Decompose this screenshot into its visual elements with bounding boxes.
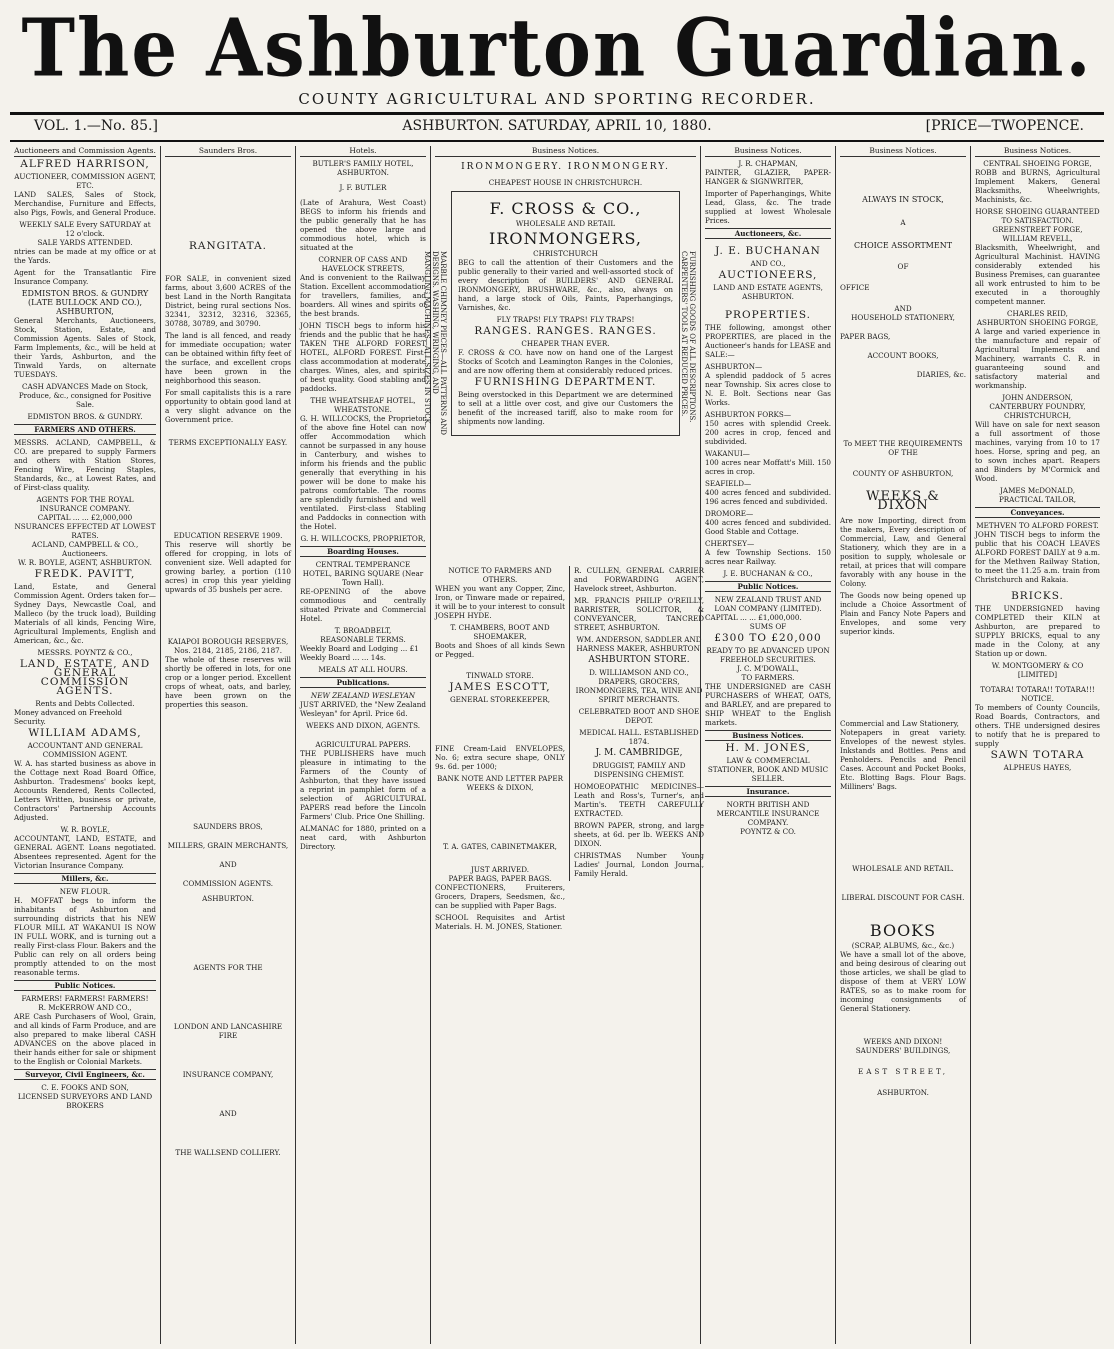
- section-heading: Public Notices.: [705, 581, 831, 592]
- section-heading: Boarding Houses.: [300, 546, 426, 557]
- ad-heading: SAUNDERS BROS,: [193, 822, 263, 831]
- ad-text: CASH ADVANCES Made on Stock, Produce, &c., consigned for Positive Sale.: [18, 382, 152, 409]
- ad-heading: SAWN TOTARA: [990, 749, 1085, 761]
- ad-text: LONDON AND LANCASHIRE FIRE: [173, 1022, 283, 1040]
- ad-text: NOTICE.: [1021, 694, 1054, 703]
- ad-heading: RANGES. RANGES. RANGES.: [474, 325, 657, 337]
- ad-text: REASONABLE TERMS.: [320, 635, 406, 644]
- ad-text: FINE Cream-Laid ENVELOPES, No. 6; extra secure shape, ONLY 9s. 6d. per 1000;: [435, 744, 565, 771]
- cross-advert: F. CROSS & CO., WHOLESALE AND RETAIL IRONMONGERS, CHRISTCHURCH BEG to call the attention of their Customers and the public generally to their varied and well-assorted stock of every description of BUILDERS' AND GENERAL IRONMONGERY, BRUSHWARE, &c., also, always on hand, a large stock of Oils, Paints, Paperhangings, Varnishes, &c. FLY TRAPS! FLY TRAPS! FLY TRAPS! RANGES. RANGES. RANGES. CHEAPER THAN EVER. F. CROSS & CO. have now on hand one of the Largest Stocks of Scotch and Leamington Ranges in the Colonies, and are now offering them at considerably reduced prices. FURNISHING DEPARTMENT. Being overstocked in this Department we are determined to sell at a little over cost, and give our Customers the benefit of the increased tariff, also to make room for shipments now landing.: [451, 191, 680, 436]
- section-heading: Surveyor, Civil Engineers, &c.: [14, 1069, 156, 1080]
- ad-heading: PAPER BAGS, PAPER BAGS.: [448, 874, 552, 883]
- ad-text: Money advanced on Freehold Security.: [14, 708, 122, 726]
- ad-text: Agent for the Transatlantic Fire Insurance Company.: [14, 268, 156, 286]
- ad-text: ROBB and BURNS, Agricultural Implement Makers, General Blacksmiths, Wheelwrights, Machinists, &c.: [975, 168, 1100, 204]
- ad-heading: HORSE SHOEING GUARANTEED TO SATISFACTION.: [975, 207, 1100, 225]
- column-header: Hotels.: [300, 146, 426, 157]
- column-5: Business Notices. J. R. CHAPMAN, PAINTER, GLAZIER, PAPER-HANGER & SIGNWRITER, Importer of Paperhangings, White Lead, Glass, &c. The trade supplied at lowest Wholesale Prices. Auctioneers, &c. J. E. BUCHANAN AND CO., AUCTIONEERS, LAND AND ESTATE AGENTS, ASHBURTON. PROPERTIES. THE following, amongst other PROPERTIES, are placed in the Auctioneer's hands for LEASE and SALE:— ASHBURTON— A splendid paddock of 5 acres near Township. Six acres close to N. E. Bolt. Sections near Gas Works. ASHBURTON FORKS— 150 acres with splendid Creek. 200 acres in crop, fenced and subdivided. WAKANUI— 100 acres near Moffatt's Mill. 150 acres in crop. SEAFIELD— 400 acres fenced and subdivided. 196 acres fenced and subdivided. DROMORE— 400 acres fenced and subdivided. Good Stable and Cottage. CHERTSEY— A few Township Sections. 150 acres near Railway. J. E. BUCHANAN & CO., Public Notices. NEW ZEALAND TRUST AND LOAN COMPANY (LIMITED). CAPITAL ... ... £1,000,000. SUMS OF £300 TO £20,000 READY TO BE ADVANCED UPON FREEHOLD SECURITIES. J. C. M'DOWALL, TO FARMERS. THE UNDERSIGNED are CASH PURCHASERS of WHEAT, OATS, and BARLEY, and are prepared to SHIP WHEAT to the English markets. Business Notices. H. M. JONES, LAW & COMMERCIAL STATIONER, BOOK AND MUSIC SELLER. Insurance. NORTH BRITISH AND MERCANTILE INSURANCE COMPANY. POYNTZ & CO.: [700, 146, 835, 1344]
- ad-text: LAND AND ESTATE AGENTS,: [713, 283, 823, 292]
- ad-signature: WEEKS AND DIXON, AGENTS.: [305, 721, 421, 730]
- column-header: Saunders Bros.: [165, 146, 291, 157]
- ad-heading: NORTH BRITISH AND MERCANTILE INSURANCE COMPANY.: [716, 800, 820, 827]
- ad-heading: T. A. GATES, CABINETMAKER,: [443, 842, 557, 851]
- section-heading: FARMERS AND OTHERS.: [14, 424, 156, 435]
- ad-text: ACCOUNT BOOKS,: [867, 351, 939, 360]
- ad-text: DIARIES, &c.: [916, 370, 966, 379]
- issue-price: [PRICE—TWOPENCE.: [925, 118, 1084, 134]
- ad-text: PAINTER, GLAZIER, PAPER-HANGER & SIGNWRITER,: [705, 168, 831, 186]
- ad-text: CHEAPER THAN EVER.: [521, 339, 610, 348]
- ad-text: (SCRAP, ALBUMS, &c., &c.): [851, 941, 955, 950]
- ad-heading: BRICKS.: [1011, 590, 1064, 602]
- ad-heading: GREENSTREET FORGE,: [992, 225, 1083, 234]
- ad-heading: AGRICULTURAL PAPERS.: [315, 740, 411, 749]
- ad-text: SCHOOL Requisites and Artist Materials. H. M. JONES, Stationer.: [435, 913, 565, 931]
- ad-heading: NEW ZEALAND WESLEYAN: [310, 691, 416, 700]
- ad-heading: J. E. BUCHANAN: [715, 245, 821, 257]
- ad-heading: FARMERS! FARMERS! FARMERS!: [21, 994, 149, 1003]
- ad-heading: H. M. JONES,: [725, 742, 811, 754]
- ad-text: WEEKLY SALE Every SATURDAY at 12 o'clock.: [19, 220, 151, 238]
- ad-text: SALE YARDS ATTENDED.: [37, 238, 133, 247]
- ad-text: COMMISSION AGENTS.: [182, 879, 274, 888]
- ad-text: MILLERS, GRAIN MERCHANTS,: [167, 841, 289, 850]
- ad-heading: FREDK. PAVITT,: [34, 568, 136, 580]
- section-heading: Auctioneers, &c.: [705, 228, 831, 239]
- ad-signature: G. H. WILLCOCKS, PROPRIETOR,: [300, 534, 426, 543]
- ad-heading: TOTARA! TOTARA!! TOTARA!!!: [980, 685, 1095, 694]
- column-2: Saunders Bros. RANGITATA. FOR SALE, in convenient sized farms, about 3,600 ACRES of the best Land in the North Rangitata District, being rural sections Nos. 32341, 32312, 32316, 32365, 30788, 30789, and 30790. The land is all fenced, and ready for immediate occupation; water can be obtained within fifty feet of the surface, and excellent crops have been grown in the neighborhood this season. For small capitalists this is a rare opportunity to obtain good land at a very slight advance on the Government price. TERMS EXCEPTIONALLY EASY. EDUCATION RESERVE 1909. This reserve will shortly be offered for cropping, in lots of convenient size. Well adapted for growing barley, a portion (110 acres) in crop this year yielding upwards of 35 bushels per acre. KAIAPOI BOROUGH RESERVES, Nos. 2184, 2185, 2186, 2187. The whole of these reserves will shortly be offered in lots, for one crop or a longer period. Excellent crops of wheat, oats, and barley, have been grown on the properties this season. SAUNDERS BROS, MILLERS, GRAIN MERCHANTS, AND COMMISSION AGENTS. ASHBURTON. AGENTS FOR THE LONDON AND LANCASHIRE FIRE INSURANCE COMPANY, AND THE WALLSEND COLLIERY.: [160, 146, 295, 1344]
- column-header: Business Notices.: [840, 146, 966, 157]
- ad-text: BANK NOTE AND LETTER PAPER: [437, 774, 563, 783]
- ad-text: ASHBURTON FORKS—: [705, 410, 792, 419]
- ad-signature: ALPHEUS HAYES,: [1003, 763, 1072, 772]
- ad-text: MESSRS. ACLAND, CAMPBELL, & CO. are prepared to supply Farmers and others with Station Stores, Fencing Wire, Fencing Staples, Standards, &c., at Lowest Rates, and of First-class quality.: [14, 438, 156, 492]
- column-header: Business Notices.: [435, 146, 696, 157]
- ad-text: AGENTS FOR THE: [193, 963, 263, 972]
- ad-heading: AGENTS FOR THE ROYAL INSURANCE COMPANY.: [36, 495, 134, 513]
- masthead-title: The Ashburton Guardian.: [21, 0, 1093, 95]
- ad-signature: W. R. BOYLE, AGENT, ASHBURTON.: [18, 558, 152, 567]
- issue-date: ASHBURTON. SATURDAY, APRIL 10, 1880.: [402, 118, 712, 134]
- ad-heading: THE WHEATSHEAF HOTEL, WHEATSTONE.: [310, 396, 416, 414]
- ad-heading: NEW ZEALAND TRUST AND LOAN COMPANY (LIMITED).: [714, 595, 822, 613]
- ad-signature: EDMISTON BROS. & GUNDRY.: [27, 412, 143, 421]
- side-text: MARBLE CHIMNEY PIECES—ALL PATTERNS AND DESIGNS. WASHING, WRINGING, AND MANGLING MACHINES—ALL SIZES IN STOCK.: [423, 251, 447, 436]
- ad-text: ntries can be made at my office or at the Yards.: [14, 247, 156, 265]
- ad-signature: ACLAND, CAMPBELL & CO., Auctioneers.: [31, 540, 139, 558]
- ad-heading: IRONMONGERY. IRONMONGERY.: [461, 162, 670, 172]
- ad-heading: IRONMONGERS,: [489, 229, 642, 248]
- ad-heading: JUST ARRIVED.: [470, 865, 530, 874]
- ad-text: SEAFIELD—: [705, 479, 752, 488]
- ad-text: LAND SALES, Sales of Stock, Merchandise, Furniture and Effects, also Pigs, Fowls, and General Produce.: [14, 190, 156, 217]
- ad-text: Rents and Debts Collected.: [35, 699, 135, 708]
- ad-heading: MESSRS. POYNTZ & CO.,: [37, 648, 133, 657]
- ad-text: SUMS OF: [749, 622, 787, 631]
- column-header: Auctioneers and Commission Agents.: [14, 146, 156, 155]
- ad-signature: WEEKS & DIXON,: [466, 783, 534, 792]
- ad-heading: W. MONTGOMERY & CO: [991, 661, 1084, 670]
- ad-text: General Merchants, Auctioneers, Stock, Station, Estate, and Commission Agents. Sales of Stock, Farm Implements, &c., will be held at their Yards, Ashburton, and the Tinwald Yards, on alternate TUESDAYS.: [14, 316, 156, 379]
- ad-heading: JAMES ESCOTT,: [449, 681, 551, 693]
- ad-heading: LAND, ESTATE, AND GENERAL COMMISSION AGENTS.: [19, 658, 151, 697]
- ad-text: CHRISTCHURCH: [533, 249, 598, 258]
- ad-heading: WILLIAM REVELL,: [1002, 234, 1073, 243]
- top-rule: [10, 112, 1104, 115]
- ad-heading: PROPERTIES.: [724, 309, 811, 321]
- ad-text: AND: [219, 1109, 237, 1118]
- ad-text: ASHBURTON.: [742, 292, 794, 301]
- ad-heading: RANGITATA.: [189, 240, 267, 252]
- ad-heading: AUCTIONEERS,: [718, 269, 818, 281]
- ad-heading: F. CROSS & CO.,: [489, 199, 642, 218]
- column-7: Business Notices. CENTRAL SHOEING FORGE, ROBB and BURNS, Agricultural Implement Makers, General Blacksmiths, Wheelwrights, Machinists, &c. HORSE SHOEING GUARANTEED TO SATISFACTION. GREENSTREET FORGE, WILLIAM REVELL, Blacksmith, Wheelwright, and Agricultural Machinist. HAVING considerably extended his Business Premises, can guarantee all work entrusted to him to be executed in a thoroughly competent manner. CHARLES REID, ASHBURTON SHOEING FORGE, A large and varied experience in the manufacture and repair of Agricultural Implements and Machinery, warrants C. R. in guaranteeing sound and satisfactory material and workmanship. JOHN ANDERSON, CANTERBURY FOUNDRY, CHRISTCHURCH, Will have on sale for next season a full assortment of those machines, varying from 10 to 17 hoes. Horse, spring and peg, an to sown inches apart. Reapers and Binders by M'Cormick and Wood. JAMES McDONALD, PRACTICAL TAILOR, Conveyances. METHVEN TO ALFORD FOREST. JOHN TISCH begs to inform the public that his COACH LEAVES ALFORD FOREST DAILY at 9 a.m. for the Methven Railway Station, to meet the 11.25 a.m. train from Christchurch and Rakaia. BRICKS. THE UNDERSIGNED having COMPLETED their KILN at Ashburton, are prepared to SUPPLY BRICKS, equal to any made in the Colony, at any Station up or down. W. MONTGOMERY & CO [LIMITED] TOTARA! TOTARA!! TOTARA!!! NOTICE. To members of County Councils, Road Boards, Contractors, and others. THE undersigned desires to notify that he is prepared to supply SAWN TOTARA ALPHEUS HAYES,: [970, 146, 1104, 1344]
- section-heading: Conveyances.: [975, 507, 1100, 518]
- ad-text: PRACTICAL TAILOR,: [998, 495, 1077, 504]
- ad-signature: J. E. BUCHANAN & CO.,: [723, 569, 813, 578]
- ad-subheading: ASHBURTON SHOEING FORGE,: [976, 318, 1099, 327]
- ad-text: MEALS AT ALL HOURS.: [318, 665, 408, 674]
- section-heading: Business Notices.: [705, 730, 831, 741]
- volume-number: VOL. 1.—No. 85.]: [34, 118, 158, 134]
- ad-heading: ALFRED HARRISON,: [20, 158, 150, 170]
- ad-heading: W. R. BOYLE,: [60, 825, 110, 834]
- ad-signature: J. C. M'DOWALL,: [737, 664, 799, 673]
- ad-text: OF: [897, 262, 909, 271]
- ad-text: HOUSEHOLD STATIONERY,: [851, 313, 955, 322]
- ad-text: ASHBURTON—: [705, 362, 763, 371]
- ad-text: SAUNDERS' BUILDINGS,: [855, 1046, 951, 1055]
- ad-heading: NEW FLOUR.: [59, 887, 111, 896]
- col4-left-sub: NOTICE TO FARMERS AND OTHERS. WHEN you want any Copper, Zinc, Iron, or Tinware made or repaired, it will be to your interest to consult JOSEPH HYDE. T. CHAMBERS, BOOT AND SHOEMAKER, Boots and Shoes of all kinds Sewn or Pegged. TINWALD STORE. JAMES ESCOTT, GENERAL STOREKEEPER, FINE Cream-Laid ENVELOPES, No. 6; extra secure shape, ONLY 9s. 6d. per 1000; BANK NOTE AND LETTER PAPER WEEKS & DIXON, T. A. GATES, CABINETMAKER, JUST ARRIVED. PAPER BAGS, PAPER BAGS. CONFECTIONERS, Fruiterers, Grocers, Drapers, Seedsmen, &c., can be supplied with Paper Bags. SCHOOL Requisites and Artist Materials. H. M. JONES, Stationer.: [435, 566, 565, 931]
- ad-text: CAPITAL ... ... £2,000,000: [37, 513, 133, 522]
- ad-heading: CHOICE ASSORTMENT: [853, 241, 953, 250]
- ad-heading: NOTICE TO FARMERS AND OTHERS.: [448, 566, 552, 584]
- ad-text: READY TO BE ADVANCED UPON FREEHOLD SECURITIES.: [706, 646, 830, 664]
- ad-text: CORNER OF CASS AND HAVELOCK STREETS,: [318, 255, 408, 273]
- ad-heading: J. F. BUTLER: [339, 183, 387, 192]
- ad-text: A: [900, 218, 906, 227]
- ad-heading: WILLIAM ADAMS,: [28, 727, 142, 739]
- masthead-subtitle: COUNTY AGRICULTURAL AND SPORTING RECORDER.: [298, 90, 816, 108]
- ad-heading: J. R. CHAPMAN,: [738, 159, 798, 168]
- ad-text: Commercial and Law Stationery,: [840, 719, 959, 728]
- ad-text: ASHBURTON.: [877, 1088, 929, 1097]
- column-6: Business Notices. ALWAYS IN STOCK, A CHOICE ASSORTMENT OF OFFICE AND HOUSEHOLD STATIONERY, PAPER BAGS, ACCOUNT BOOKS, DIARIES, &c. To MEET THE REQUIREMENTS OF THE COUNTY OF ASHBURTON, WEEKS & DIXON Are now Importing, direct from the makers, Every description of Commercial, Law, and General Stationery, which they are in a position to supply, wholesale or retail, at prices that will compare favorably with any house in the Colony. The Goods now being opened up include a Choice Assortment of Plain and Fancy Note Papers and Envelopes, and some very superior kinds. Commercial and Law Stationery, Notepapers in great variety. Envelopes of the newest styles. Inkstands and Bottles. Pens and Penholders. Pencils and Pencil Cases. Account and Pocket Books, Etc. Blotting Bags. Flour Bags. Milliners' Bags. WHOLESALE AND RETAIL. LIBERAL DISCOUNT FOR CASH. BOOKS (SCRAP, ALBUMS, &c., &c.) We have a small lot of the above, and being desirous of clearing out those articles, we shall be glad to dispose of them at VERY LOW RATES, so as to make room for incoming consignments of General Stationery. WEEKS AND DIXON! SAUNDERS' BUILDINGS, EAST STREET, ASHBURTON.: [835, 146, 970, 1344]
- ad-heading: T. CHAMBERS, BOOT AND SHOEMAKER,: [450, 623, 550, 641]
- ad-text: AND CO.,: [750, 259, 786, 268]
- ad-text: OFFICE: [840, 283, 870, 292]
- ad-text: CANTERBURY FOUNDRY,: [989, 402, 1086, 411]
- ad-heading: C. E. FOOKS AND SON,: [41, 1083, 129, 1092]
- section-heading: Insurance.: [705, 786, 831, 797]
- ad-heading: R. McKERROW AND CO.,: [38, 1003, 132, 1012]
- section-heading: Millers, &c.: [14, 873, 156, 884]
- ad-text: COUNTY OF ASHBURTON,: [852, 469, 954, 478]
- ad-text: FOR SALE, in convenient sized farms, about 3,600 ACRES of the best Land in the North Rangitata District, being rural sections Nos. 32341, 32312, 32316, 32365, 30788, 30789, and 30790.: [165, 274, 291, 328]
- ad-heading: JAMES McDONALD,: [1000, 486, 1075, 495]
- ad-heading: BUTLER'S FAMILY HOTEL, ASHBURTON.: [312, 159, 414, 177]
- ad-heading: £300 TO £20,000: [714, 632, 822, 644]
- ad-text: WHOLESALE AND RETAIL.: [852, 864, 954, 873]
- ad-text: ASHBURTON.: [202, 894, 254, 903]
- ad-subheading: AUCTIONEER, COMMISSION AGENT, ETC.: [14, 172, 156, 190]
- ad-text: [LIMITED]: [1017, 670, 1058, 679]
- ad-heading: T. BROADBELT,: [334, 626, 392, 635]
- ad-heading: TERMS EXCEPTIONALLY EASY.: [168, 438, 288, 447]
- ad-text: ALMANAC for 1880, printed on a neat card, with Ashburton Directory.: [300, 824, 426, 851]
- ad-text: CAPITAL ... ... £1,000,000.: [705, 613, 802, 622]
- ad-signature: WEEKS AND DIXON!: [863, 1037, 943, 1046]
- ad-text: AND: [219, 860, 237, 869]
- ad-heading: TO FARMERS.: [741, 673, 795, 682]
- ad-text: WAKANUI—: [705, 449, 750, 458]
- ad-text: EAST STREET,: [857, 1067, 949, 1076]
- ad-heading: TINWALD STORE.: [466, 671, 534, 680]
- ad-heading: BOOKS: [869, 921, 937, 940]
- dateline: [12, 118, 1102, 140]
- ad-heading: EDUCATION RESERVE 1909.: [173, 531, 283, 540]
- ad-text: THE WALLSEND COLLIERY.: [175, 1148, 281, 1157]
- col4-right-sub: R. CULLEN, GENERAL CARRIER and FORWARDING AGENT, Havelock street, Ashburton. MR. FRANCIS PHILIP O'REILLY, BARRISTER, SOLICITOR, & CONVEYANCER, TANCRED STREET, ASHBURTON. WM. ANDERSON, SADDLER AND HARNESS MAKER, ASHBURTON. ASHBURTON STORE. D. WILLIAMSON AND CO., DRAPERS, GROCERS, IRONMONGERS, TEA, WINE AND SPIRIT MERCHANTS. CELEBRATED BOOT AND SHOE DEPOT. MEDICAL HALL. ESTABLISHED 1874. J. M. CAMBRIDGE, DRUGGIST, FAMILY AND DISPENSING CHEMIST. HOMOEOPATHIC MEDICINES—Leath and Ross's, Turner's, and Martin's. TEETH CAREFULLY EXTRACTED. BROWN PAPER, strong, and large sheets, at 6d. per lb. WEEKS AND DIXON. CHRISTMAS Number Young Ladies' Journal, London Journal, Family Herald.: [569, 566, 704, 881]
- ad-heading: FURNISHING DEPARTMENT.: [474, 376, 657, 388]
- column-3: Hotels. BUTLER'S FAMILY HOTEL, ASHBURTON. J. F. BUTLER (Late of Arahura, West Coast) BEGS to inform his friends and the public generally that he has opened the above large and commodious hotel, which is situated at the CORNER OF CASS AND HAVELOCK STREETS, And is convenient to the Railway Station. Excellent accommodation for travellers, families, and boarders. All wines and spirits of the best brands. JOHN TISCH begs to inform his friends and the public that he has TAKEN THE ALFORD FOREST HOTEL, ALFORD FOREST. First-class accommodation at moderate charges. Wines, ales, and spirits of best quality. Good stabling and paddocks. THE WHEATSHEAF HOTEL, WHEATSTONE. G. H. WILLCOCKS, the Proprietor of the above fine Hotel can now offer Accommodation which cannot be surpassed in any house in Canterbury, and wishes to inform his friends and the public generally that everything in his power will be done to make his patrons comfortable. The rooms are splendidly furnished and well ventilated. First-class Stabling and Paddocks in connection with the Hotel. G. H. WILLCOCKS, PROPRIETOR, Boarding Houses. CENTRAL TEMPERANCE HOTEL, BARING SQUARE (Near Town Hall). RE-OPENING of the above commodious and centrally situated Private and Commercial Hotel. T. BROADBELT, REASONABLE TERMS. Weekly Board and Lodging ... £1 Weekly Board ... ... 14s. MEALS AT ALL HOURS. Publications. NEW ZEALAND WESLEYAN JUST ARRIVED, the "New Zealand Wesleyan" for April. Price 6d. WEEKS AND DIXON, AGENTS. AGRICULTURAL PAPERS. THE PUBLISHERS have much pleasure in intimating to the Farmers of the County of Ashburton, that they have issued a reprint in pamphlet form of a selection of AGRICULTURAL PAPERS read before the Lincoln Farmers' Club. Price One Shilling. ALMANAC for 1880, printed on a neat card, with Ashburton Directory.: [295, 146, 430, 1344]
- ad-subheading: ACCOUNTANT AND GENERAL COMMISSION AGENT.: [27, 741, 143, 759]
- section-heading: Public Notices.: [14, 980, 156, 991]
- ad-text: GENERAL STOREKEEPER,: [449, 695, 551, 704]
- ad-text: CHERTSEY—: [705, 539, 755, 548]
- ad-subheading: CHEAPEST HOUSE IN CHRISTCHURCH.: [488, 178, 643, 187]
- ad-heading: CENTRAL SHOEING FORGE,: [983, 159, 1092, 168]
- bottom-rule: [10, 140, 1104, 142]
- ad-heading: WEEKS & DIXON: [866, 489, 940, 513]
- ad-text: NSURANCES EFFECTED AT LOWEST RATES.: [14, 522, 156, 540]
- ad-text: To MEET THE REQUIREMENTS OF THE: [843, 439, 963, 457]
- ad-heading: METHVEN TO ALFORD FOREST.: [976, 521, 1099, 530]
- column-1: Auctioneers and Commission Agents. ALFRED HARRISON, AUCTIONEER, COMMISSION AGENT, ETC. LAND SALES, Sales of Stock, Merchandise, Furniture and Effects, also Pigs, Fowls, and General Produce. WEEKLY SALE Every SATURDAY at 12 o'clock. SALE YARDS ATTENDED. ntries can be made at my office or at the Yards. Agent for the Transatlantic Fire Insurance Company. EDMISTON BROS. & GUNDRY (LATE BULLOCK AND CO.), ASHBURTON, General Merchants, Auctioneers, Stock, Station, Estate, and Commission Agents. Sales of Stock, Farm Implements, &c., will be held at their Yards, Ashburton, and the Tinwald Yards, on alternate TUESDAYS. CASH ADVANCES Made on Stock, Produce, &c., consigned for Positive Sale. EDMISTON BROS. & GUNDRY. FARMERS AND OTHERS. MESSRS. ACLAND, CAMPBELL, & CO. are prepared to supply Farmers and others with Station Stores, Fencing Wire, Fencing Staples, Standards, &c., at Lowest Rates, and of First-class quality. AGENTS FOR THE ROYAL INSURANCE COMPANY. CAPITAL ... ... £2,000,000 NSURANCES EFFECTED AT LOWEST RATES. ACLAND, CAMPBELL & CO., Auctioneers. W. R. BOYLE, AGENT, ASHBURTON. FREDK. PAVITT, Land, Estate, and General Commission Agent. Orders taken for—Sydney Days, Newcastle Coal, and Malleco (by the truck load), Building Materials of all kinds, Fencing Wire, Agricultural Implements, English and American, &c., &c. MESSRS. POYNTZ & CO., LAND, ESTATE, AND GENERAL COMMISSION AGENTS. Rents and Debts Collected. Money advanced on Freehold Security. WILLIAM ADAMS, ACCOUNTANT AND GENERAL COMMISSION AGENT. W. A. has started business as above in the Cottage next Road Board Office, Ashburton. Tradesmens' books kept, Accounts Rendered, Rents Collected, Letters Written, business or private, Contractors' Partnership Accounts Adjusted. W. R. BOYLE, ACCOUNTANT, LAND, ESTATE, and GENERAL AGENT. Loans negotiated. Absentees represented. Agent for the Victorian Insurance Company. Millers, &c. NEW FLOUR. H. MOFFAT begs to inform the inhabitants of Ashburton and surrounding districts that his NEW FLOUR MILL AT WAKANUI IS NOW IN FULL WORK, and is turning out a really First-class Flour. Bakers and the Public can rely on all orders being promptly attended to on the most reasonable terms. Public Notices. FARMERS! FARMERS! FARMERS! R. McKERROW AND CO., ARE Cash Purchasers of Wool, Grain, and all kinds of Farm Produce, and are also prepared to make liberal CASH ADVANCES on the above placed in their hands either for sale or shipment to the English or Colonial Markets. Surveyor, Civil Engineers, &c. C. E. FOOKS AND SON, LICENSED SURVEYORS AND LAND BROKERS: [14, 146, 156, 1110]
- ad-text: INSURANCE COMPANY,: [182, 1070, 274, 1079]
- ad-heading: KAIAPOI BOROUGH RESERVES, Nos. 2184, 2185, 2186, 2187.: [167, 637, 289, 655]
- side-text: FURNISHING GOODS OF ALL DESCRIPTIONS. CARPENTERS' TOOLS AT REDUCED PRICES.: [680, 251, 696, 423]
- ad-heading: JOHN ANDERSON,: [1002, 393, 1073, 402]
- ad-text: AND: [894, 304, 912, 313]
- column-4: [423, 146, 704, 1344]
- ad-heading: CENTRAL TEMPERANCE HOTEL, BARING SQUARE (Near Town Hall).: [302, 560, 424, 587]
- ad-text: PAPER BAGS,: [840, 332, 891, 341]
- column-header: Business Notices.: [705, 146, 831, 157]
- columns: [10, 146, 1104, 1346]
- ad-text: LIBERAL DISCOUNT FOR CASH.: [841, 893, 965, 902]
- column-header: Business Notices.: [975, 146, 1100, 157]
- ad-text: CHRISTCHURCH,: [1003, 411, 1072, 420]
- section-heading: Publications.: [300, 677, 426, 688]
- ad-signature: POYNTZ & CO.: [740, 827, 796, 836]
- ad-heading: EDMISTON BROS. & GUNDRY (LATE BULLOCK AND CO.), ASHBURTON,: [21, 289, 149, 316]
- ad-text: DROMORE—: [705, 509, 754, 518]
- ad-heading: ALWAYS IN STOCK,: [862, 195, 944, 204]
- ad-heading: CHARLES REID,: [1007, 309, 1068, 318]
- ad-text: FLY TRAPS! FLY TRAPS! FLY TRAPS!: [496, 315, 635, 324]
- ad-text: WHOLESALE AND RETAIL: [515, 219, 616, 228]
